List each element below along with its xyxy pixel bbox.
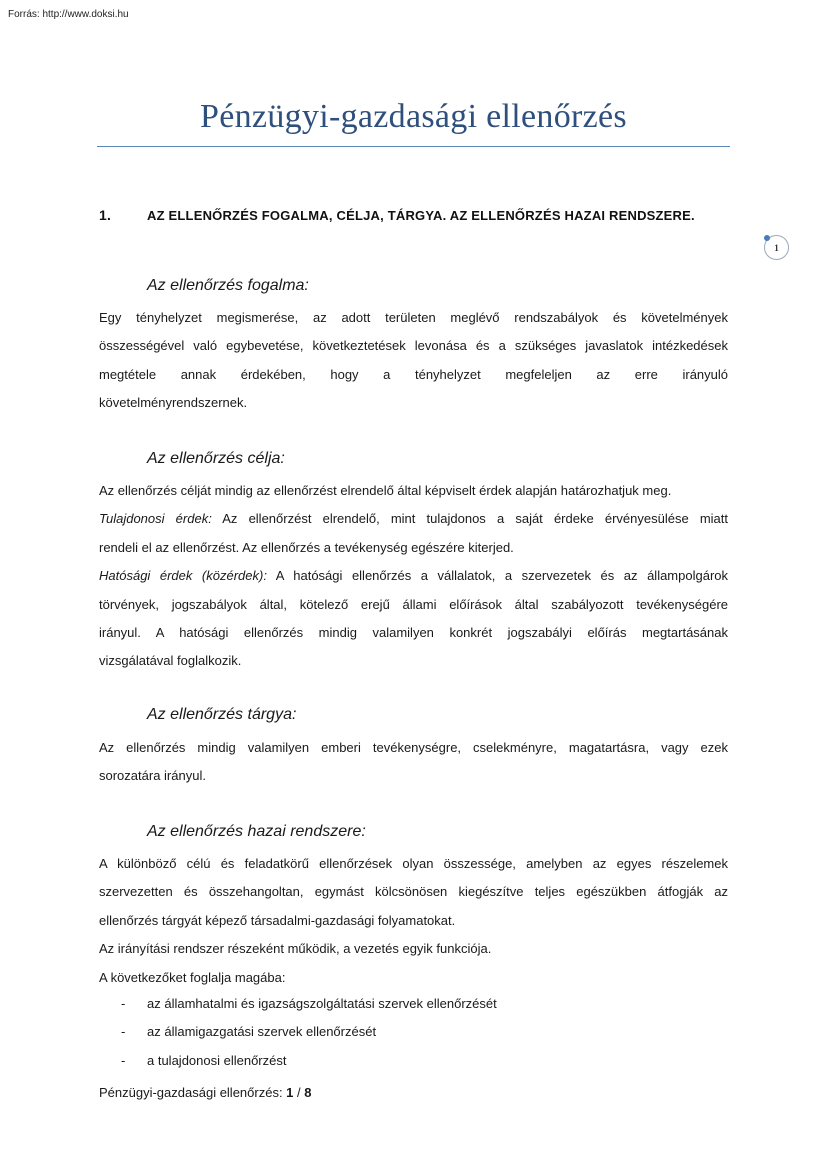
footer-label: Pénzügyi-gazdasági ellenőrzés: (99, 1085, 287, 1100)
footer-current-page: 1 (286, 1085, 294, 1100)
bullet-list (99, 990, 728, 1075)
text-line: Az ellenőrzés célját mindig az ellenőrzést elrendelő által képviselt érdek alapján határozhatjuk meg. (99, 483, 672, 498)
text-line: Az ellenőrzés mindig valamilyen emberi tevékenységre, cselekményre, magatartásra, vagy ezek (99, 740, 728, 755)
text-line: ellenőrzés tárgyát képező társadalmi-gazdasági folyamatokat. (99, 912, 456, 928)
badge-dot-icon (764, 235, 770, 241)
text-line: követelményrendszernek. (99, 395, 248, 411)
page-title: Pénzügyi-gazdasági ellenőrzés (200, 98, 627, 135)
text-line: rendeli el az ellenőrzést. Az ellenőrzés a tevékenység egészére kiterjed. (99, 539, 514, 555)
text-line (99, 562, 728, 590)
subheading-targya: Az ellenőrzés tárgya: (147, 706, 297, 723)
text-fragment: Az ellenőrzést elrendelő, mint tulajdonos a saját érdeke érvényesülése miatt (211, 511, 728, 527)
text-line: Egy tényhelyzet megismerése, az adott területen meglévő rendszabályok és követelmények (99, 310, 728, 325)
dash-bullet: - (121, 1052, 126, 1068)
paragraph-fogalma (99, 304, 728, 418)
text-line: megtétele annak érdekében, hogy a tényhelyzet megfeleljen az erre irányuló (99, 366, 728, 382)
text-line: vizsgálatával foglalkozik. (99, 653, 242, 669)
list-item (99, 1047, 728, 1075)
paragraph-targya (99, 734, 728, 791)
text-fragment: A hatósági ellenőrzés a vállalatok, a szervezetek és az állampolgárok (266, 568, 729, 584)
dash-bullet: - (121, 996, 126, 1011)
footer-total-pages: 8 (304, 1085, 312, 1100)
text-line: sorozatára irányul. (99, 768, 206, 784)
subheading-rendszere: Az ellenőrzés hazai rendszere: (147, 823, 366, 840)
text-line (99, 505, 728, 533)
dash-bullet: - (121, 1024, 126, 1040)
section-title: AZ ELLENŐRZÉS FOGALMA, CÉLJA, TÁRGYA. AZ ELLENŐRZÉS HAZAI RENDSZERE. (147, 208, 695, 223)
label-hatosagi: Hatósági érdek (közérdek): (99, 568, 267, 584)
list-item-text: a tulajdonosi ellenőrzést (147, 1052, 287, 1068)
text-line: A következőket foglalja magába: (99, 969, 286, 985)
section-number: 1. (99, 207, 112, 223)
list-item (99, 990, 728, 1018)
text-line: A különböző célú és feladatkörű ellenőrzések olyan összessége, amelyben az egyes részelemek (99, 856, 728, 871)
list-item-text: az államigazgatási szervek ellenőrzését (147, 1024, 377, 1040)
section-heading (99, 207, 695, 223)
text-line: irányul. A hatósági ellenőrzés mindig valamilyen konkrét jogszabályi előírás megtartásának (99, 625, 728, 641)
list-item (99, 1018, 728, 1046)
title-divider (97, 146, 730, 147)
text-line: összességével való egybevetése, következtetések levonása és a szükséges javaslatok intézkedések (99, 338, 728, 354)
text-line: törvények, jogszabályok által, kötelező erejű állami előírások által szabályozott tevékenységére (99, 596, 728, 612)
text-line: Az irányítási rendszer részeként működik, a vezetés egyik funkciója. (99, 941, 492, 957)
page-number-badge: 1 (764, 235, 789, 260)
list-item-text: az államhatalmi és igazságszolgáltatási szervek ellenőrzését (147, 996, 497, 1011)
paragraph-rendszere (99, 850, 728, 992)
source-note: Forrás: http://www.doksi.hu (8, 9, 129, 20)
label-tulajdonosi: Tulajdonosi érdek: (99, 511, 212, 527)
footer-separator: / (293, 1085, 305, 1100)
page-footer (99, 1085, 311, 1100)
subheading-celja: Az ellenőrzés célja: (147, 450, 285, 467)
subheading-fogalma: Az ellenőrzés fogalma: (147, 277, 309, 294)
text-line: szervezetten és összehangoltan, egymást kölcsönösen kiegészítve teljes egészükben átfogják az (99, 884, 728, 900)
paragraph-celja (99, 477, 728, 676)
